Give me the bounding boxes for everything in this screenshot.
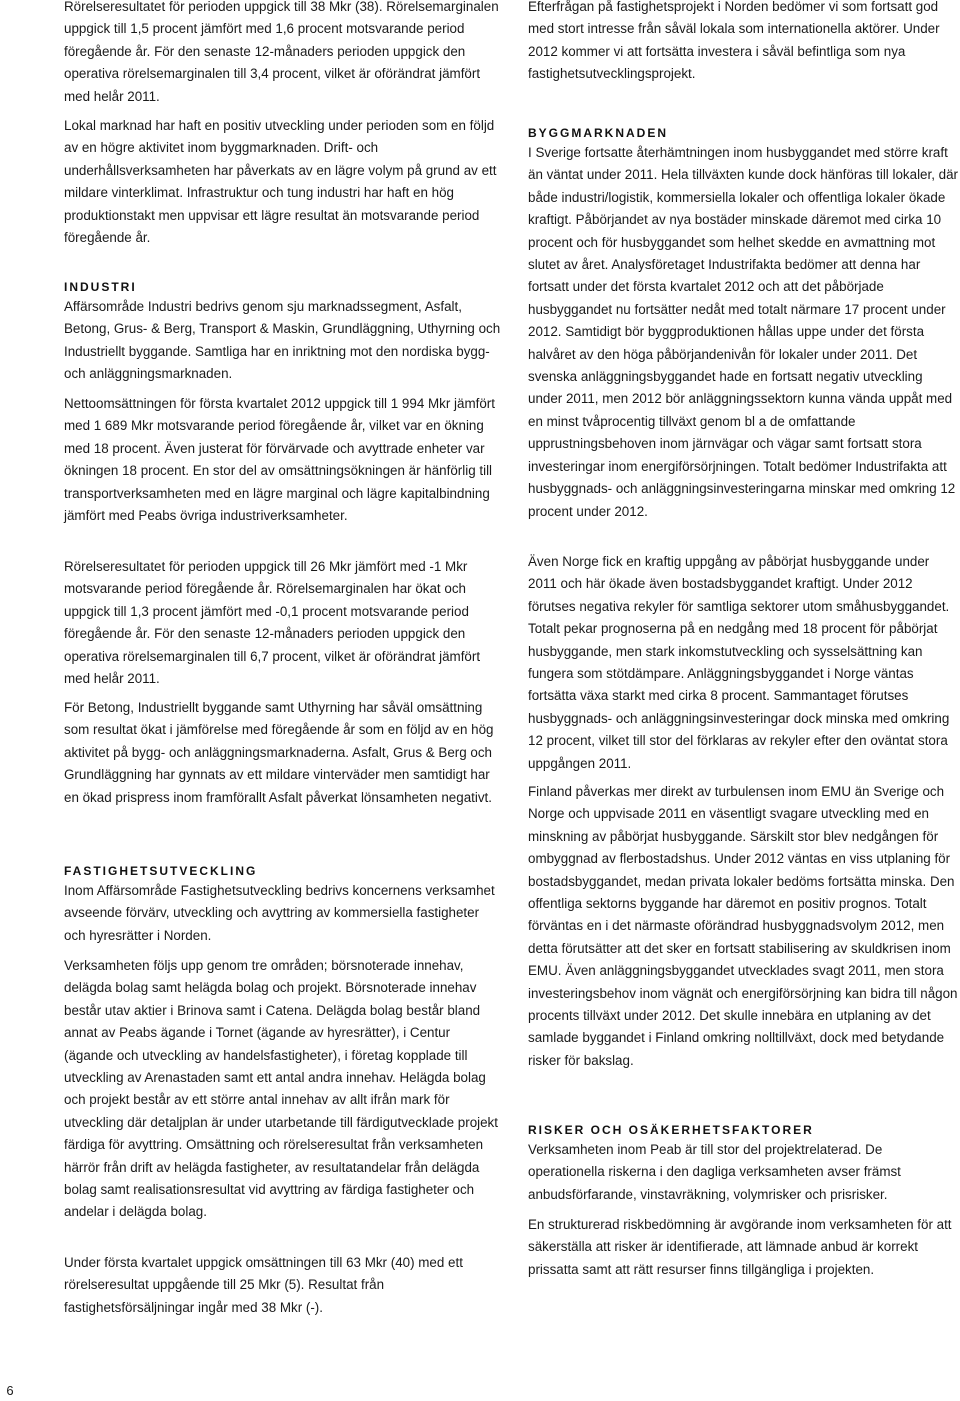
fastighet-paragraph-2: Verksamheten följs upp genom tre områden; börsnoterade innehav, delägda bolag samt helägda bolag och projekt. Börsnoterade innehav består utav aktier i Brinova samt i Catena. Delägda bolag består bland annat av Peabs ägande i Tornet (ägande av hyresrätter), i Centur (ägande och utveckling av handelsfastigheter), i företag kopplade till utveckling av Arenastaden samt ett antal andra innehav. Helägda bolag och projekt består av ett större antal innehav av allt ifrån mark för utveckling där detaljplan är under utarbetande till färdigutvecklade projekt färdiga för avyttring. Omsättning och rörelseresultat från verksamheten härrör från drift av helägda fastigheter, av resultatandelar från delägda bolag samt realisationsresultat vid avyttring av färdiga fastigheter och andelar i delägda bolag. bbox=[64, 958, 498, 1220]
industri-paragraph-1: Affärsområde Industri bedrivs genom sju marknadssegment, Asfalt, Betong, Grus- & Berg, Transport & Maskin, Grundläggning, Uthyrning och Industriellt byggande. Samtliga har en inriktning mot den nordiska bygg- och anläggningsmarknaden. bbox=[64, 299, 501, 382]
section-heading-fastighetsutveckling: FASTIGHETSUTVECKLING bbox=[64, 864, 258, 878]
left-intro-paragraph: Rörelseresultatet för perioden uppgick till 38 Mkr (38). Rörelsemarginalen uppgick till 1,5 procent jämfört med 1,6 procent motsvarande period föregående år. För den senaste 12-månaders perioden uppgick den operativa rörelsemarginalen till 3,4 procent, vilket är oförändrat jämfört med helår 2011. bbox=[64, 0, 499, 104]
page-number: 6 bbox=[6, 1383, 14, 1398]
local-market-paragraph: Lokal marknad har haft en positiv utveckling under perioden som en följd av en högre aktivitet inom byggmarknaden. Drift- och underhållsverksamheten har påverkats av en lägre volym på grund av ett mildare vinterklimat. Infrastruktur och tung industri har haft en hög produktionstakt men uppvisar ett lägre resultat än motsvarande period föregående år. bbox=[64, 118, 497, 246]
bygg-paragraph-3: Finland påverkas mer direkt av turbulensen inom EMU än Sverige och Norge och uppvisade 2011 en väsentligt svagare utveckling med en minskning av påbörjat husbyggande. Särskilt stor blev nedgången för ombyggnad av flerbostadshus. Under 2012 väntas en viss utplaning för bostadsbyggandet, medan privata lokaler bedöms fortsätta minska. Den offentliga sektorns byggande har däremot en positiv prognos. Totalt förväntas en i det närmaste oförändrad husbyggnadsvolym 2012, men detta förutsätter att det sker en fortsatt stabilisering av skuldkrisen inom EMU. Även anläggningsbyggandet utvecklades svagt 2011, men stora investeringsbehov inom vägnät och energiförsörjning kan bidra till någon procents tillväxt under 2012. Det skulle innebära en utplaning av det samlade byggandet i Finland omkring nolltillväxt, dock med betydande risker för bakslag. bbox=[528, 784, 958, 1068]
fastighet-paragraph-1: Inom Affärsområde Fastighetsutveckling bedrivs koncernens verksamhet avseende förvärv, utveckling och avyttring av kommersiella fastigheter och hyresrätter i Norden. bbox=[64, 883, 495, 943]
risker-paragraph-2: En strukturerad riskbedömning är avgörande inom verksamheten för att säkerställa att risker är identifierade, att lämnade anbud är korrekt prissatta samt att rätt resurser finns tillgängliga i projekten. bbox=[528, 1217, 952, 1277]
bygg-paragraph-2: Även Norge fick en kraftig uppgång av påbörjat husbyggande under 2011 och här ökade även bostadsbyggandet kraftigt. Under 2012 förutses negativa rekyler för samtliga sektorer utom småhusbyggandet. Totalt pekar prognoserna på en nedgång med 18 procent för påbörjat husbyggande, men stark inkomstutveckling och sysselsättning kan fungera som stötdämpare. Anläggningsbyggandet i Norge väntas fortsätta växa starkt med cirka 8 procent. Sammantaget förutses husbyggnads- och anläggningsinvesteringar dock minska med omkring 12 procent, vilket till stor del förklaras av rekyler efter den oväntat stora uppgången 2011. bbox=[528, 554, 950, 771]
fastighet-paragraph-3: Under första kvartalet uppgick omsättningen till 63 Mkr (40) med ett rörelseresultat uppgående till 25 Mkr (5). Resultat från fastighetsförsäljningar ingår med 38 Mkr (-). bbox=[64, 1255, 463, 1315]
section-heading-byggmarknaden: BYGGMARKNADEN bbox=[528, 126, 668, 140]
section-heading-risker: RISKER OCH OSÄKERHETSFAKTORER bbox=[528, 1123, 814, 1137]
industri-paragraph-2: Nettoomsättningen för första kvartalet 2012 uppgick till 1 994 Mkr jämfört med 1 689 Mkr motsvarande period föregående år, vilket var en ökning med 18 procent. Även justerat för förvärvade och avyttrade enheter var ökningen 18 procent. En stor del av omsättningsökningen är hänförlig till transportverksamheten med en lägre marginal och lägre kapitalbindning jämfört med Peabs övriga industriverksamheter. bbox=[64, 396, 495, 524]
right-intro-paragraph: Efterfrågan på fastighetsprojekt i Norden bedömer vi som fortsatt god med stort intresse från såväl lokala som internationella aktörer. Under 2012 kommer vi att fortsätta investera i såväl befintliga som nya fastighetsutvecklingsprojekt. bbox=[528, 0, 940, 82]
section-heading-industri: INDUSTRI bbox=[64, 280, 137, 294]
bygg-paragraph-1: I Sverige fortsatte återhämtningen inom husbyggandet med större kraft än väntat under 2011. Hela tillväxten kunde dock hänföras till lokaler, där både industri/logistik, kommersiella lokaler och offentliga lokaler ökade kraftigt. Påbörjandet av nya bostäder minskade däremot med cirka 10 procent och för husbyggandet som helhet skedde en avmattning mot slutet av året. Analysföretaget Industrifakta bedömer att denna har fortsatt under det första kvartalet 2012 och att det påbörjade husbyggandet nu fortsätter nedåt med totalt närmare 17 procent under 2012. Samtidigt bör byggproduktionen hållas uppe under det första halvåret av den höga påbörjandenivån för lokaler under 2011. Det svenska anläggningsbyggandet hade en fortsatt negativ utveckling under 2011, men 2012 bör anläggningssektorn kunna vända uppåt med en minst tvåprocentig tillväxt genom bl a de omfattande upprustningsbehoven inom järnvägar och vägar samt fortsatt stora investeringar inom energiförsörjningen. Totalt bedömer Industrifakta att husbyggnads- och anläggningsinvesteringarna minskar med omkring 12 procent under 2012. bbox=[528, 145, 959, 519]
industri-paragraph-4: För Betong, Industriellt byggande samt Uthyrning har såväl omsättning som resultat ökat i jämförelse med föregående år som en följd av en hög aktivitet på bygg- och anläggningsmarknaderna. Asfalt, Grus & Berg och Grundläggning har gynnats av ett mildare vinterväder men samtidigt har en ökad prispress inom framförallt Asfalt påverkat lönsamheten negativt. bbox=[64, 700, 494, 805]
industri-paragraph-3: Rörelseresultatet för perioden uppgick till 26 Mkr jämfört med -1 Mkr motsvarande period föregående år. Rörelsemarginalen har ökat och uppgick till 1,3 procent jämfört med -0,1 procent motsvarande period föregående år. För den senaste 12-månaders perioden uppgick den operativa rörelsemarginalen till 6,7 procent, vilket är oförändrat jämfört med helår 2011. bbox=[64, 559, 481, 687]
risker-paragraph-1: Verksamheten inom Peab är till stor del projektrelaterad. De operationella riskerna i den dagliga verksamheten avser främst anbudsförfarande, vinstavräkning, volymrisker och prisrisker. bbox=[528, 1142, 901, 1202]
